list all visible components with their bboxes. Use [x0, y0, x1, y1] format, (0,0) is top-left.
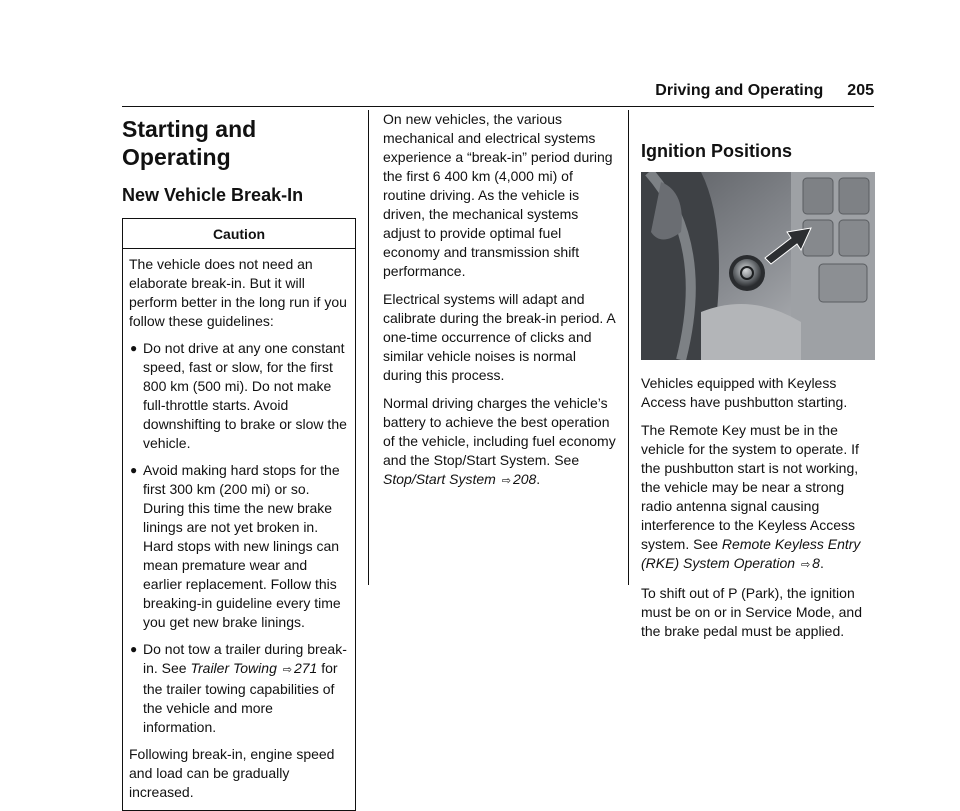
caution-body	[123, 249, 355, 810]
column-1	[122, 110, 356, 811]
page-number: 205	[847, 82, 874, 99]
section-heading-ignition: Ignition Positions	[641, 141, 792, 161]
ignition-button-photo	[641, 172, 875, 360]
page-ref-arrow-icon: ⇨	[501, 475, 511, 487]
trailer-towing-link[interactable]: Trailer Towing	[190, 660, 277, 676]
break-in-paragraph-1: On new vehicles, the various mechanical and electrical systems experience a “break-in” period during the first 6 400 km (4,000 mi) of routine driving. As the vehicle is driven, the mechanical systems adjust to provide optimal fuel economy and transmission shift performance.	[383, 111, 613, 279]
section-heading-break-in: New Vehicle Break-In	[122, 185, 304, 205]
column-divider-1	[368, 110, 369, 585]
page-ref-arrow-icon: ⇨	[282, 664, 292, 676]
ignition-paragraph-2: The Remote Key must be in the vehicle for the system to operate. If the pushbutton start is not working, the vehicle may be near a strong radio antenna signal causing interference to the Keyless Access system. See Remote Keyless Entry (RKE) System Operation ⇨ 8.	[641, 421, 875, 575]
ignition-paragraph-1: Vehicles equipped with Keyless Access have pushbutton starting.	[641, 375, 848, 410]
bullet-icon: ●	[130, 463, 138, 477]
caution-box	[122, 218, 356, 811]
column-2	[383, 110, 617, 500]
caution-list	[129, 339, 349, 737]
break-in-paragraph-3: Normal driving charges the vehicle’s battery to achieve the best operation of the vehicle, including fuel economy and the Stop/Start System. See Stop/Start System ⇨ 208.	[383, 394, 617, 491]
column-3	[641, 110, 875, 650]
page-ref-arrow-icon: ⇨	[800, 559, 811, 571]
bullet-icon: ●	[130, 341, 138, 355]
section-title: Driving and Operating	[655, 82, 824, 99]
trailer-towing-page-ref[interactable]: 271	[293, 660, 318, 676]
rke-link[interactable]: Remote Keyless Entry (RKE) System Operation	[641, 536, 861, 571]
bullet-icon: ●	[130, 642, 138, 656]
rke-page-ref[interactable]: 8	[812, 555, 820, 571]
running-header	[0, 82, 874, 100]
caution-intro: The vehicle does not need an elaborate break-in. But it will perform better in the long run if you follow these guidelines:	[129, 256, 347, 329]
caution-bullet-3: ● Do not tow a trailer during break-in. See Trailer Towing ⇨ 271 for the trailer towing capabilities of the vehicle and more information.	[130, 641, 347, 735]
stop-start-page-ref[interactable]: 208	[512, 471, 537, 487]
caution-bullet-2: ● Avoid making hard stops for the first 300 km (200 mi) or so. During this time the new brake linings are not yet broken in. Hard stops with new linings can mean premature wear and earlier replacement. Follow this breaking-in guideline every time you get new brake linings.	[130, 462, 341, 630]
chapter-heading: Starting and Operating	[122, 116, 257, 170]
stop-start-link[interactable]: Stop/Start System	[383, 471, 496, 487]
column-divider-2	[628, 110, 629, 585]
caution-heading: Caution	[123, 219, 355, 249]
caution-closing: Following break-in, engine speed and load can be gradually increased.	[129, 746, 335, 800]
header-rule	[122, 106, 874, 107]
break-in-paragraph-2: Electrical systems will adapt and calibrate during the break-in period. A one-time occurrence of clicks and similar vehicle noises is normal during this process.	[383, 291, 615, 383]
ignition-paragraph-3: To shift out of P (Park), the ignition must be on or in Service Mode, and the brake pedal must be applied.	[641, 585, 863, 639]
caution-bullet-1: ● Do not drive at any one constant speed, fast or slow, for the first 800 km (500 mi). Do not make full-throttle starts. Avoid downshifting to brake or slow the vehicle.	[130, 340, 347, 451]
